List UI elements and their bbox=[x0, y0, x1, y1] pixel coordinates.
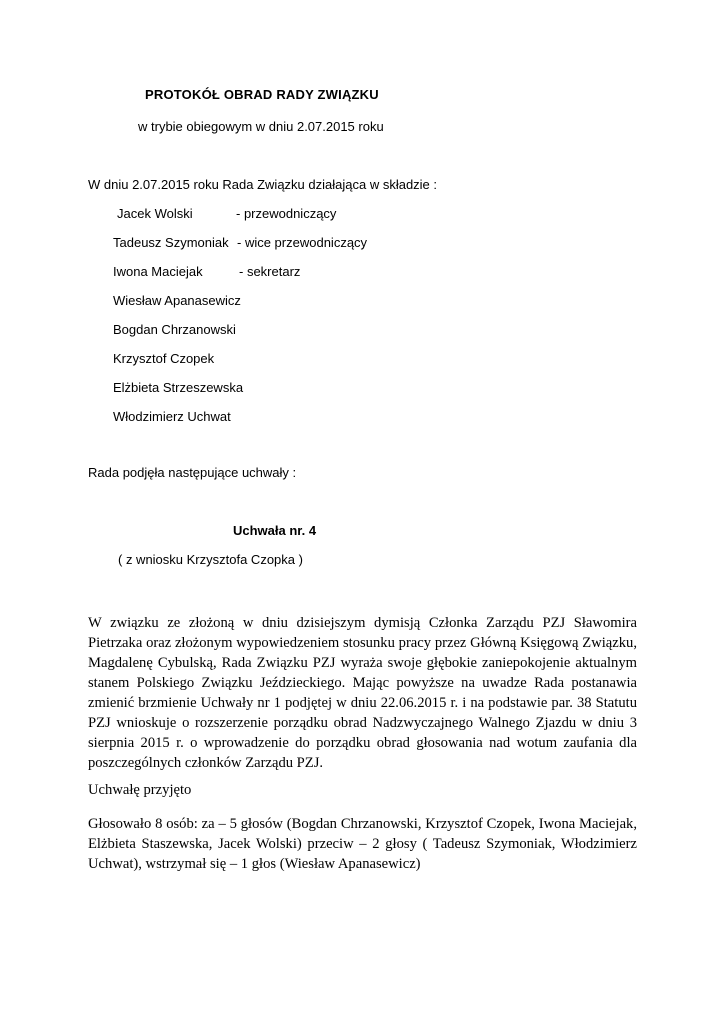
member-name: Włodzimierz Uchwat bbox=[113, 409, 231, 424]
member-name: Iwona Maciejak bbox=[113, 264, 203, 279]
resolution-origin: ( z wniosku Krzysztofa Czopka ) bbox=[118, 552, 303, 567]
composition-intro: W dniu 2.07.2015 roku Rada Związku działająca w składzie : bbox=[88, 177, 438, 192]
member-role: - sekretarz bbox=[239, 264, 301, 279]
member-role: - przewodniczący bbox=[236, 206, 337, 221]
member-name: Wiesław Apanasewicz bbox=[113, 293, 241, 308]
resolution-body: W związku ze złożoną w dniu dzisiejszym dymisją Członka Zarządu PZJ Sławomira Pietrzaka oraz złożonym wypowiedzeniem stosunku pracy przez Główną Księgową Związku, Magdalenę Cybulską, Rada Związku PZJ wyraża swoje głębokie zaniepokojenie aktualnym stanem Polskiego Związku Jeździeckiego. Mając powyższe na uwadze Rada postanawia zmienić brzmienie Uchwały nr 1 podjętej w dniu 22.06.2015 r. i na podstawie par. 38 Statutu PZJ wnioskuje o rozszerzenie porządku obrad Nadzwyczajnego Walnego Zjazdu w dniu 3 sierpnia 2015 r. o wprowadzenie do porządku obrad głosowania nad wotum zaufania dla poszczególnych członków Zarządu PZJ. bbox=[88, 615, 637, 771]
member-role: - wice przewodniczący bbox=[237, 235, 368, 250]
document-subtitle: w trybie obiegowym w dniu 2.07.2015 roku bbox=[138, 119, 384, 134]
member-name: Bogdan Chrzanowski bbox=[113, 322, 236, 337]
vote-result: Głosowało 8 osób: za – 5 głosów (Bogdan Chrzanowski, Krzysztof Czopek, Iwona Maciejak, Elżbieta Staszewska, Jacek Wolski) przeciw – 2 głosy ( Tadeusz Szymoniak, Włodzimierz Uchwat), wstrzymał się – 1 głos (Wiesław Apanasewicz) bbox=[88, 816, 637, 872]
document-title: PROTOKÓŁ OBRAD RADY ZWIĄZKU bbox=[145, 87, 379, 102]
member-name: Jacek Wolski bbox=[117, 206, 193, 221]
member-name: Tadeusz Szymoniak bbox=[113, 235, 229, 250]
resolution-adopted: Uchwałę przyjęto bbox=[88, 782, 192, 798]
member-name: Elżbieta Strzeszewska bbox=[113, 380, 244, 395]
resolution-title: Uchwała nr. 4 bbox=[233, 523, 317, 538]
resolutions-intro: Rada podjęła następujące uchwały : bbox=[88, 465, 297, 480]
member-name: Krzysztof Czopek bbox=[113, 351, 215, 366]
